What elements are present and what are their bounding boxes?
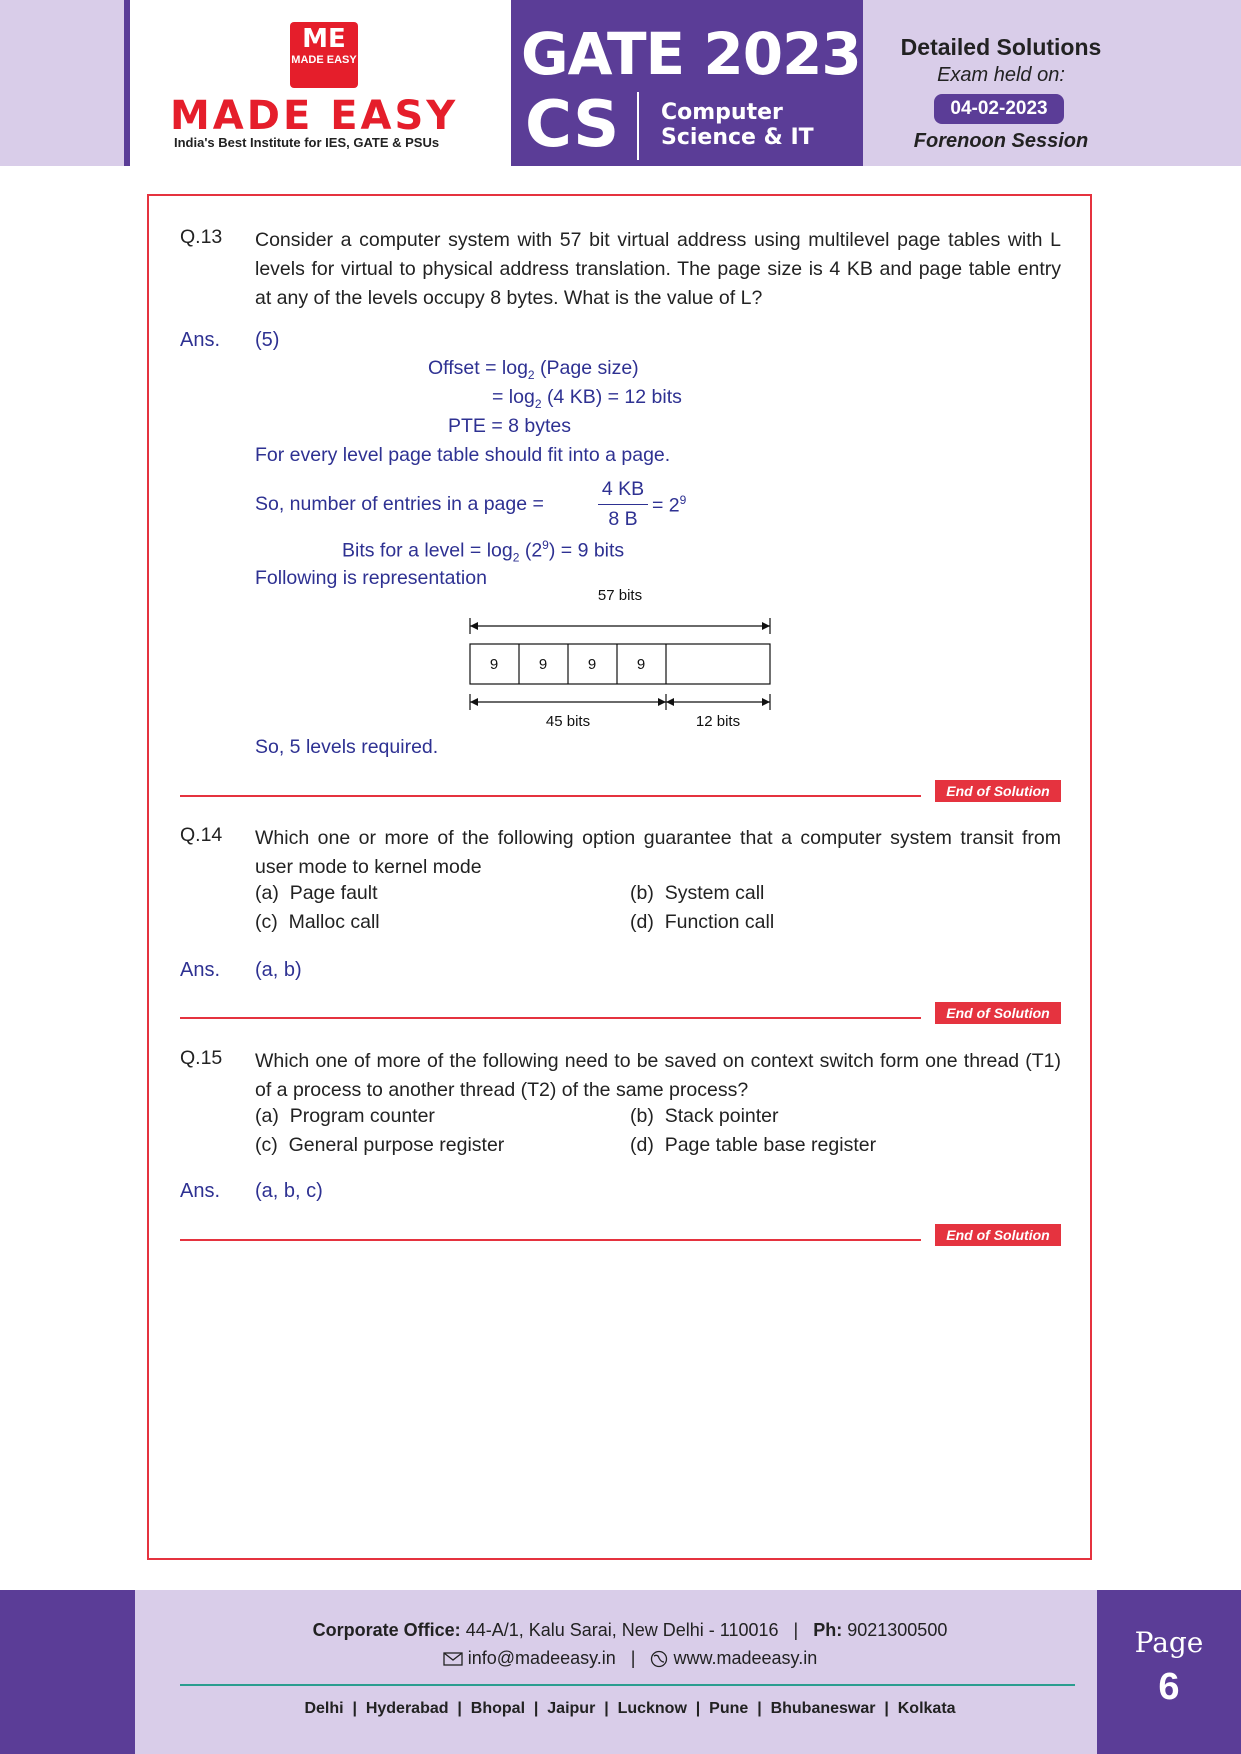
office-label: Corporate Office: (312, 1620, 461, 1640)
footer-office-line: Corporate Office: 44-A/1, Kalu Sarai, New Delhi - 110016 | Ph: 9021300500 (312, 1620, 948, 1640)
paper-name-line1: Computer (661, 100, 783, 125)
arrow-head (666, 698, 674, 706)
city-item: Lucknow (617, 1700, 687, 1717)
diagram-left-label: 45 bits (545, 713, 591, 730)
city-item: Bhubaneswar (770, 1700, 876, 1717)
logo-badge (290, 22, 358, 88)
logo-tagline: India's Best Institute for IES, GATE & PSUs (174, 135, 440, 150)
solution-entries-label: So, number of entries in a page = (255, 493, 544, 515)
diagram-right-label: 12 bits (695, 713, 741, 730)
footer-cities: Delhi | Hyderabad | Bhopal | Jaipur | Lucknow | Pune | Bhubaneswar | Kolkata (304, 1700, 956, 1717)
page-number-panel (1097, 1590, 1241, 1754)
brand-logo-panel (124, 0, 511, 166)
city-item: Hyderabad (365, 1700, 449, 1717)
exam-date-badge: 04-02-2023 (934, 94, 1064, 124)
paper-name (661, 100, 814, 150)
logo-badge-text: MADE EASY (291, 54, 357, 66)
solution-fit-line: For every level page table should fit into a page. (255, 444, 671, 466)
arrow-head-right (762, 622, 770, 630)
office-address: 44-A/1, Kalu Sarai, New Delhi - 110016 (465, 1620, 779, 1640)
city-item: Jaipur (547, 1700, 596, 1717)
footer-divider (180, 1684, 1075, 1686)
end-of-solution-tag: End of Solution (935, 780, 1061, 802)
page-header (0, 0, 1241, 166)
city-item: Kolkata (897, 1700, 956, 1717)
end-of-solution-rule (180, 1239, 921, 1241)
solution-entries-result: = $2^9$ (652, 493, 687, 517)
question-15-number: Q.15 (180, 1047, 223, 1069)
question-15-option-c: (c) General purpose register (255, 1134, 505, 1156)
question-15-answer: (a, b, c) (255, 1180, 323, 1202)
question-14-text: Which one or more of the following option guarantee that a computer system transit from user mode to kernel mode (255, 827, 1061, 878)
city-item: Bhopal (470, 1700, 526, 1717)
solution-pte-line: PTE = 8 bytes (448, 415, 572, 437)
question-14-option-a: (a) Page fault (255, 882, 378, 904)
question-14-answer: (a, b) (255, 959, 302, 981)
footer-left-band (0, 1590, 135, 1754)
end-of-solution-tag: End of Solution (935, 1224, 1061, 1246)
exam-held-label: Exam held on: (937, 64, 1065, 86)
email-link[interactable]: info@madeeasy.in (467, 1648, 616, 1668)
arrow-head-left (470, 622, 478, 630)
city-item: Delhi (304, 1700, 344, 1717)
question-13-answer: (5) (255, 329, 280, 351)
question-14-number: Q.14 (180, 824, 223, 846)
phone-label: Ph: (813, 1620, 843, 1640)
question-15-option-b: (b) Stack pointer (630, 1105, 779, 1127)
question-15-text: Which one of more of the following need to be saved on context switch form one thread (T1) of a process to another thread (T2) of the same process? (255, 1050, 1061, 1101)
exam-info-panel (863, 0, 1241, 166)
footer-contact-line: info@madeeasy.in | www.madeeasy.in (180, 1648, 1080, 1669)
diagram-cell-level-2: 9 (538, 656, 548, 673)
solution-bits-line: Bits for a level = $\log_2 (2^9) = 9$ bits (342, 538, 625, 565)
diagram-cell-level-1: 9 (489, 656, 499, 673)
solution-offset-value-line: = $\log_2 (4$ KB) = 12 bits (492, 386, 682, 411)
paper-name-line2: Science & IT (661, 125, 814, 150)
page-footer (0, 1590, 1241, 1754)
solution-conclusion: So, 5 levels required. (255, 736, 439, 758)
question-15-answer-label: Ans. (180, 1180, 221, 1202)
question-13-number: Q.13 (180, 226, 223, 248)
question-15-option-d: (d) Page table base register (630, 1134, 877, 1156)
fraction-denominator: 8 B (608, 508, 638, 530)
end-of-solution-tag: End of Solution (935, 1002, 1061, 1024)
solutions-title: Detailed Solutions (900, 34, 1102, 60)
diagram-cell-level-4: 9 (636, 656, 646, 673)
question-14-answer-label: Ans. (180, 959, 221, 981)
logo-wordmark: MADE EASY (170, 93, 459, 139)
solution-entries-fraction (598, 478, 648, 531)
diagram-total-label: 57 bits (597, 587, 643, 604)
website-link[interactable]: www.madeeasy.in (673, 1648, 818, 1668)
session-label: Forenoon Session (913, 130, 1089, 152)
exam-banner (511, 0, 863, 166)
globe-icon (650, 1650, 668, 1668)
question-14-option-c: (c) Malloc call (255, 911, 380, 933)
diagram-address-box (470, 644, 770, 684)
solution-offset-line: Offset = $\log_2$ (Page size) (428, 357, 639, 382)
end-of-solution-rule (180, 1017, 921, 1019)
page-label: Page (1134, 1626, 1204, 1659)
fraction-bar (598, 504, 648, 505)
arrow-head (762, 698, 770, 706)
exam-title: GATE 2023 (521, 20, 861, 88)
fraction-numerator: 4 KB (601, 478, 645, 500)
address-bits-diagram (460, 587, 780, 740)
mail-icon (443, 1652, 463, 1666)
question-14-option-d: (d) Function call (630, 911, 775, 933)
city-item: Pune (709, 1700, 749, 1717)
question-13-answer-label: Ans. (180, 329, 221, 351)
arrow-head (470, 698, 478, 706)
diagram-cell-level-3: 9 (587, 656, 597, 673)
end-of-solution-rule (180, 795, 921, 797)
arrow-head (658, 698, 666, 706)
logo-mark: ME (302, 24, 346, 54)
solution-representation-line: Following is representation (255, 567, 487, 589)
banner-divider (637, 92, 639, 160)
question-14-option-b: (b) System call (630, 882, 765, 904)
page-number: 6 (1158, 1666, 1180, 1708)
paper-code: CS (525, 88, 620, 162)
phone-number: 9021300500 (847, 1620, 948, 1640)
question-15-option-a: (a) Program counter (255, 1105, 435, 1127)
question-13-text: Consider a computer system with 57 bit virtual address using multilevel page tables with L levels for virtual to physical address translation. The page size is 4 KB and page table entry at any of the levels occupy 8 bytes. What is the value of L? (255, 229, 1061, 309)
